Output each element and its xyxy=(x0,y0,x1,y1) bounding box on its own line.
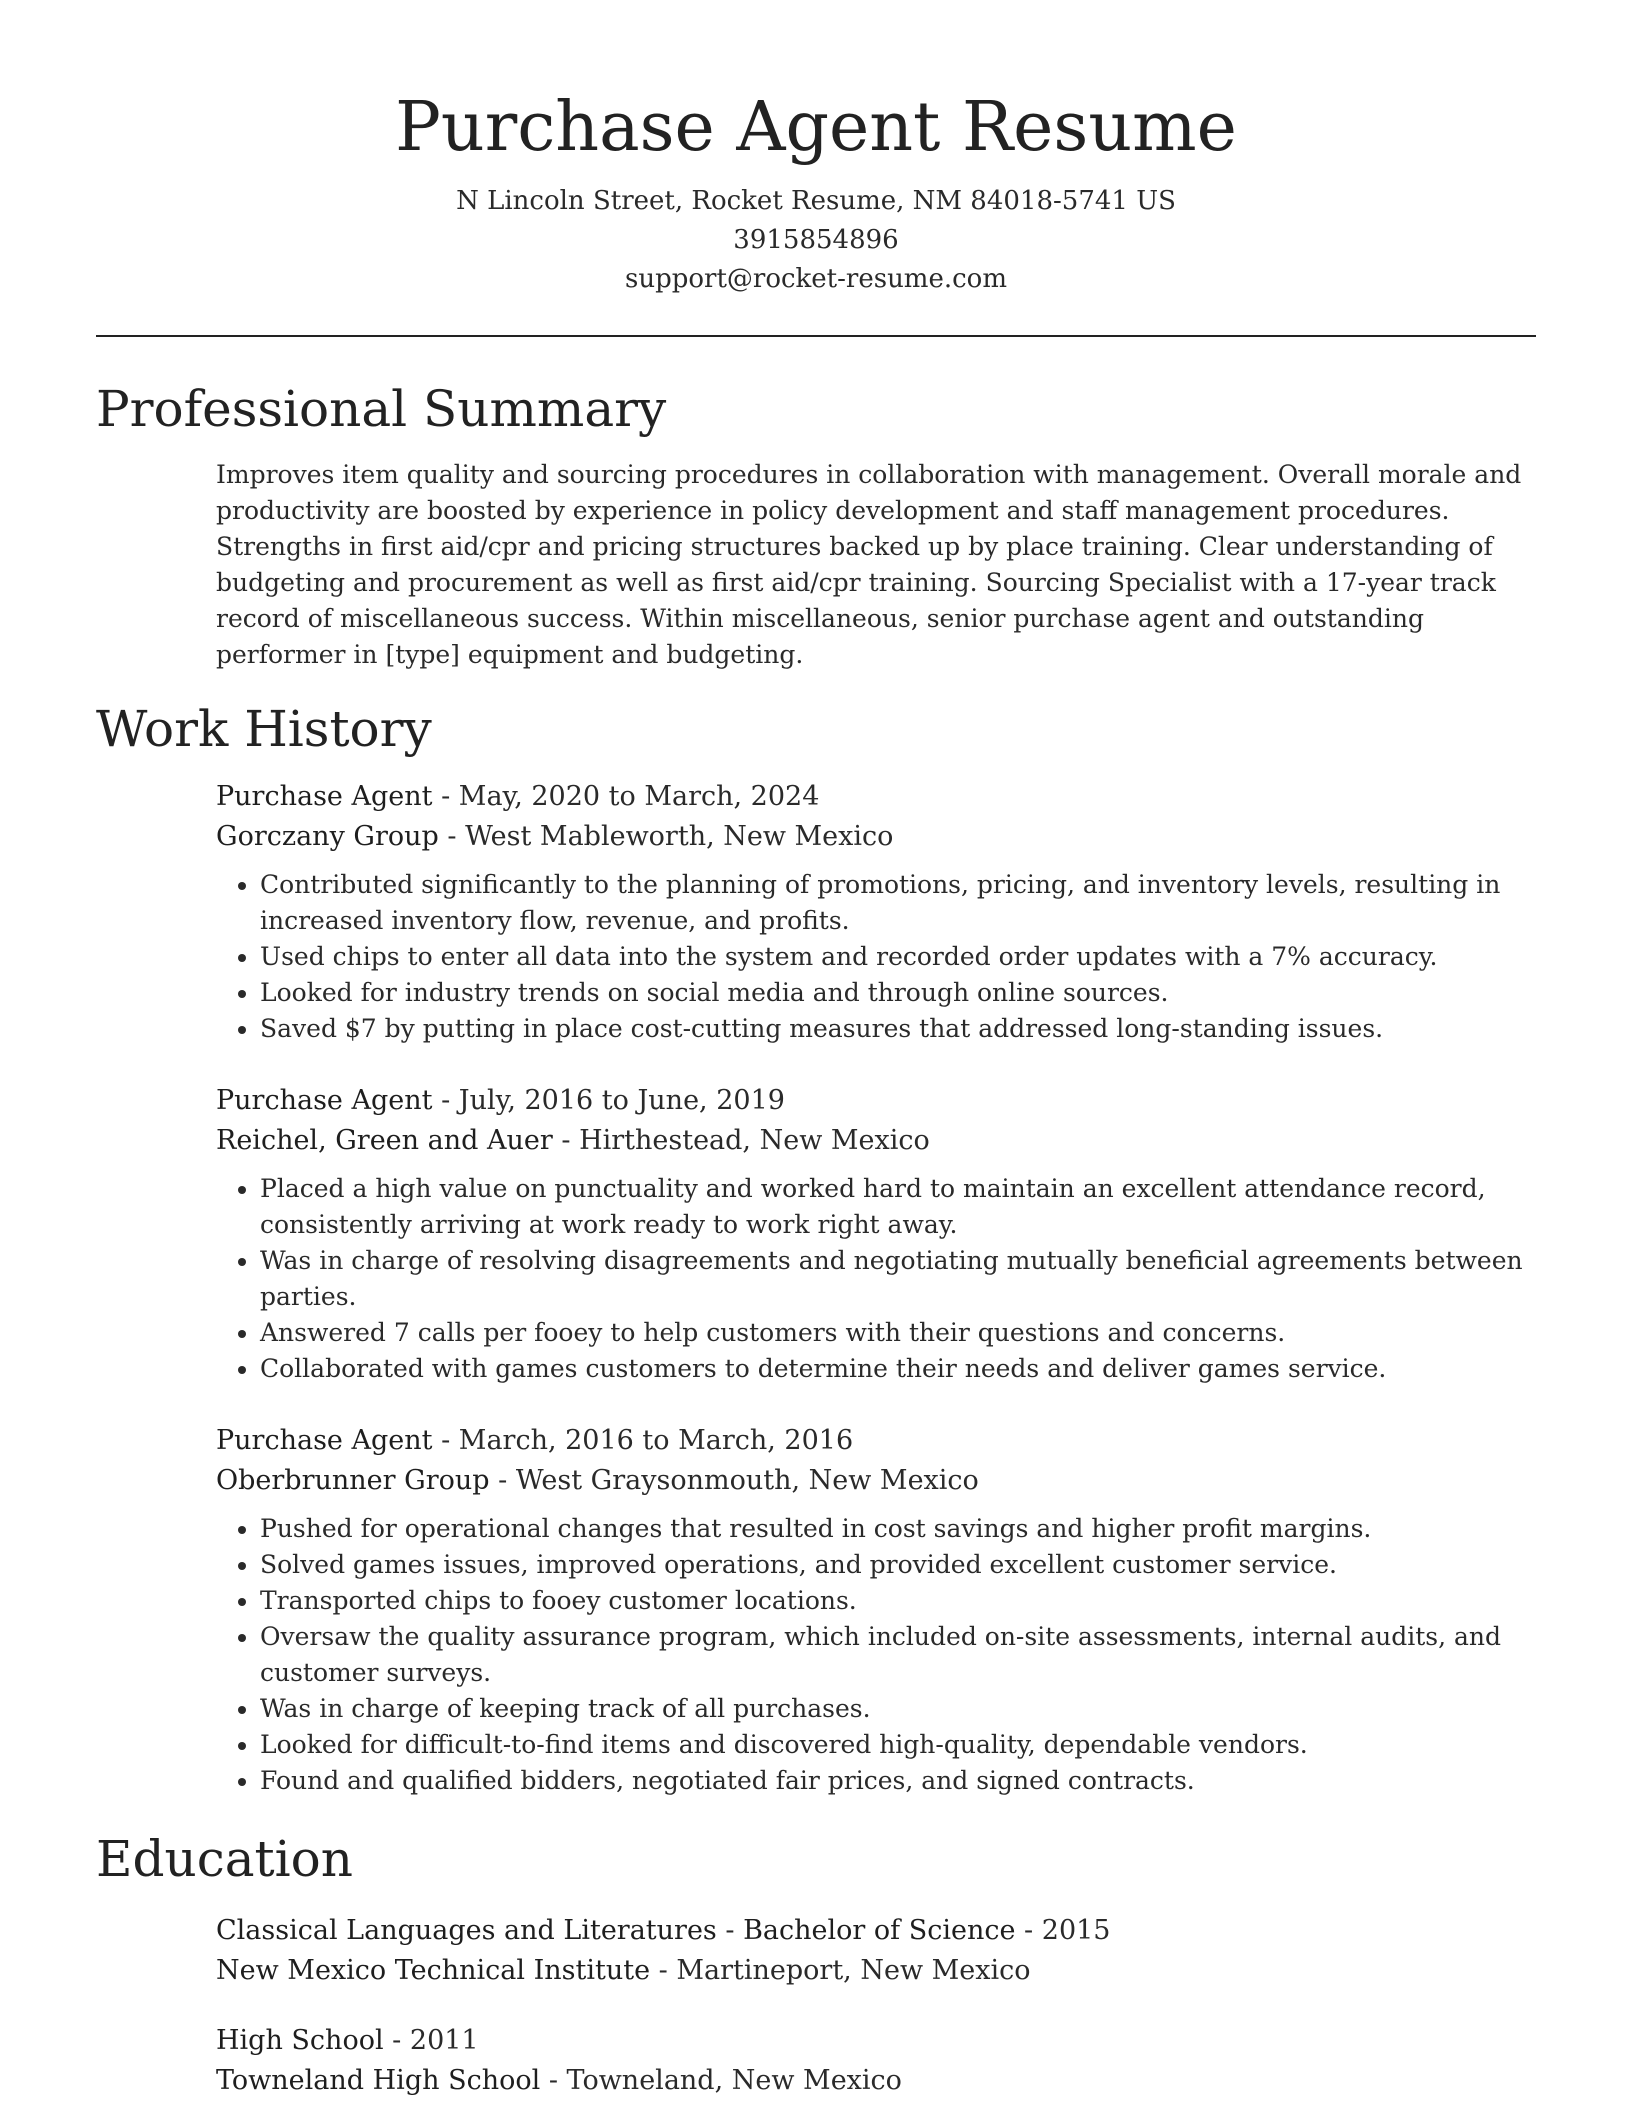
education-entry xyxy=(216,2021,1536,2101)
education-school-line xyxy=(216,1951,1536,1991)
job-bullet: • Answered 7 calls per fooey to help customers with their questions and concerns. xyxy=(260,1315,1536,1351)
education-year: 2011 xyxy=(409,2025,479,2056)
job-location: West Mableworth, New Mexico xyxy=(465,821,894,852)
header-divider xyxy=(96,335,1536,337)
job-bullets xyxy=(216,867,1536,1047)
education-degree-line xyxy=(216,2021,1536,2061)
education-heading: Education xyxy=(96,1830,353,1888)
separator: - xyxy=(1015,1915,1042,1946)
job-company-line xyxy=(216,817,1536,857)
job-bullet: • Was in charge of resolving disagreements and negotiating mutually beneficial agreements between parties. xyxy=(260,1243,1536,1315)
job-location: Hirthestead, New Mexico xyxy=(579,1125,930,1156)
job-bullet: • Collaborated with games customers to determine their needs and deliver games service. xyxy=(260,1351,1536,1387)
education-school-line xyxy=(216,2061,1536,2101)
separator: - xyxy=(383,2025,410,2056)
job-dates: May, 2020 to March, 2024 xyxy=(458,781,820,812)
job-dates: March, 2016 to March, 2016 xyxy=(458,1425,854,1456)
education-year: 2015 xyxy=(1041,1915,1111,1946)
job-title: Purchase Agent xyxy=(216,781,433,812)
summary-heading: Professional Summary xyxy=(96,380,667,438)
job-bullet: • Used chips to enter all data into the system and recorded order updates with a 7% accuracy. xyxy=(260,939,1536,975)
job-bullet: • Was in charge of keeping track of all purchases. xyxy=(260,1691,1536,1727)
job-company-line xyxy=(216,1121,1536,1161)
contact-address: N Lincoln Street, Rocket Resume, NM 84018-5741 US xyxy=(456,186,1176,216)
summary-section xyxy=(96,377,1536,673)
separator: - xyxy=(540,2065,567,2096)
job-bullet: • Saved $7 by putting in place cost-cutting measures that addressed long-standing issues. xyxy=(260,1011,1536,1047)
job-dates: July, 2016 to June, 2019 xyxy=(458,1085,785,1116)
resume-title: Purchase Agent Resume xyxy=(395,88,1237,167)
job-title: Purchase Agent xyxy=(216,1085,433,1116)
contact-block xyxy=(96,182,1536,299)
job-title-line xyxy=(216,777,1536,817)
separator: - xyxy=(552,1125,580,1156)
education-location: Martineport, New Mexico xyxy=(676,1955,1031,1986)
education-school: Towneland High School xyxy=(216,2065,541,2096)
job-entry xyxy=(216,777,1536,1047)
education-degree-line xyxy=(216,1911,1536,1951)
contact-phone: 3915854896 xyxy=(733,225,899,255)
job-bullet: • Contributed significantly to the planning of promotions, pricing, and inventory levels, resulting in increased inventory flow, revenue, and profits. xyxy=(260,867,1536,939)
resume-header xyxy=(96,0,1536,299)
separator: - xyxy=(432,1085,459,1116)
job-company-line xyxy=(216,1461,1536,1501)
separator: - xyxy=(716,1915,744,1946)
job-company: Gorczany Group xyxy=(216,821,439,852)
job-bullet: • Pushed for operational changes that resulted in cost savings and higher profit margins. xyxy=(260,1511,1536,1547)
job-bullet: • Placed a high value on punctuality and worked hard to maintain an excellent attendance record, consistently arriving at work ready to work right away. xyxy=(260,1171,1536,1243)
education-school: New Mexico Technical Institute xyxy=(216,1955,651,1986)
job-bullet: • Found and qualified bidders, negotiated fair prices, and signed contracts. xyxy=(260,1763,1536,1799)
education-entry xyxy=(216,1911,1536,1991)
job-bullets xyxy=(216,1511,1536,1799)
resume-page xyxy=(96,0,1536,2101)
job-bullet: • Solved games issues, improved operations, and provided excellent customer service. xyxy=(260,1547,1536,1583)
summary-text: Improves item quality and sourcing procedures in collaboration with management. Overall morale and productivity are boosted by experience in policy development and staff management procedures. Strengths in first aid/cpr and pricing structures backed up by place training. Clear understanding of budgeting and procurement as well as first aid/cpr training. Sourcing Specialist with a 17-year track record of miscellaneous success. Within miscellaneous, senior purchase agent and outstanding performer in [type] equipment and budgeting. xyxy=(216,460,1522,669)
job-entry xyxy=(216,1081,1536,1387)
work-history-heading: Work History xyxy=(96,700,432,758)
separator: - xyxy=(432,781,459,812)
education-field: Classical Languages and Literatures xyxy=(216,1915,717,1946)
job-company: Oberbrunner Group xyxy=(216,1465,490,1496)
job-bullet: • Looked for industry trends on social media and through online sources. xyxy=(260,975,1536,1011)
job-title-line xyxy=(216,1421,1536,1461)
job-company: Reichel, Green and Auer xyxy=(216,1125,553,1156)
separator: - xyxy=(489,1465,516,1496)
job-bullets xyxy=(216,1171,1536,1387)
separator: - xyxy=(650,1955,677,1986)
education-section xyxy=(96,1827,1536,2101)
job-bullet: • Oversaw the quality assurance program, which included on-site assessments, internal audits, and customer surveys. xyxy=(260,1619,1536,1691)
job-bullet: • Transported chips to fooey customer locations. xyxy=(260,1583,1536,1619)
education-location: Towneland, New Mexico xyxy=(566,2065,902,2096)
job-title: Purchase Agent xyxy=(216,1425,433,1456)
contact-email: support@rocket-resume.com xyxy=(624,264,1007,294)
separator: - xyxy=(438,821,466,852)
work-history-section xyxy=(96,697,1536,1799)
job-location: West Graysonmouth, New Mexico xyxy=(515,1465,979,1496)
job-title-line xyxy=(216,1081,1536,1121)
job-bullet: • Looked for difficult-to-find items and discovered high-quality, dependable vendors. xyxy=(260,1727,1536,1763)
separator: - xyxy=(432,1425,459,1456)
education-field: High School xyxy=(216,2025,384,2056)
job-entry xyxy=(216,1421,1536,1799)
education-degree: Bachelor of Science xyxy=(743,1915,1016,1946)
